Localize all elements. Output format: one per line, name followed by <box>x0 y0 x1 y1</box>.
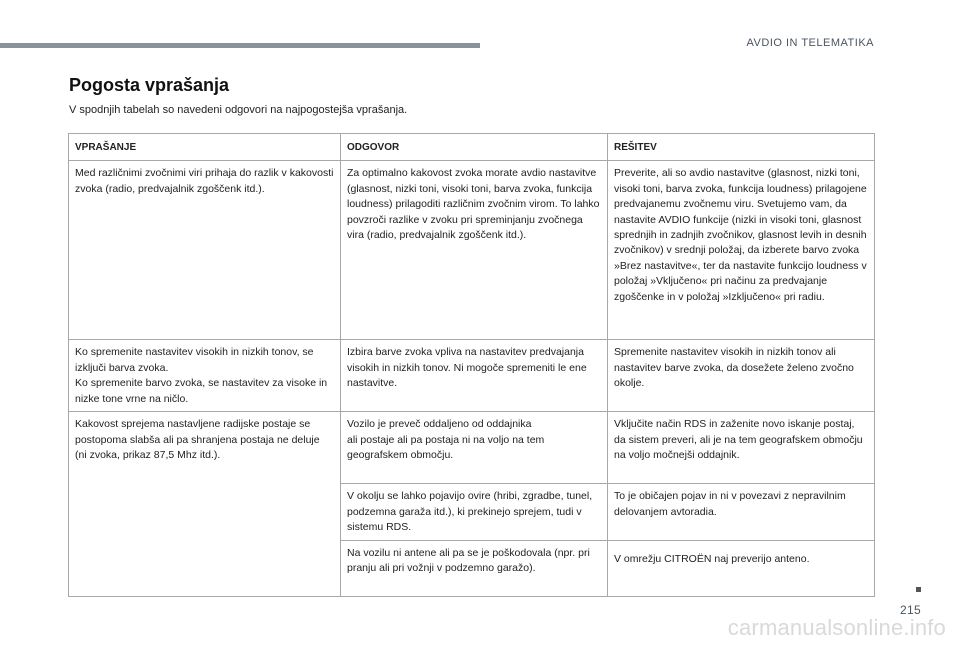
question-cell: Ko spremenite nastavitev visokih in nizkih tonov, se izključi barva zvoka. Ko spremenite barvo zvoka, se nastavitev za visoke in nizke tone vrne na ničlo. <box>69 340 341 412</box>
column-header-question: VPRAŠANJE <box>69 134 341 161</box>
solution-cell: V omrežju CITROËN naj preverijo anteno. <box>608 540 875 596</box>
question-cell: Med različnimi zvočnimi viri prihaja do razlik v kakovosti zvoka (radio, predvajalnik zgoščenk itd.). <box>69 161 341 340</box>
page-intro: V spodnjih tabelah so navedeni odgovori na najpogostejša vprašanja. <box>69 104 408 116</box>
page-number: 215 <box>900 603 921 617</box>
column-header-answer: ODGOVOR <box>341 134 608 161</box>
watermark: carmanualsonline.info <box>727 615 946 640</box>
answer-cell: Vozilo je preveč oddaljeno od oddajnika ali postaje ali pa postaja ni na voljo na tem geografskem območju. <box>341 412 608 484</box>
solution-cell: Preverite, ali so avdio nastavitve (glasnost, nizki toni, visoki toni, barva zvoka, funkcija loudness) prilagojene predvajanemu zvočnemu viru. Svetujemo vam, da nastavite AVDIO funkcije (nizki in visoki toni, glasnost sprednjih in zadnjih zvočnikov, glasnost levih in desnih zvočnikov) v srednji položaj, da izberete barvo zvoka »Brez nastavitve«, ter da nastavite funkcijo loudness v položaj »Vključeno« pri načinu za predvajanje zgoščenke in v položaj »Izključeno« pri radiu. <box>608 161 875 340</box>
table-row <box>69 161 875 340</box>
solution-cell: Spremenite nastavitev visokih in nizkih tonov ali nastavitev barve zvoka, da dosežete želeno zvočno okolje. <box>608 340 875 412</box>
solution-cell: Vključite način RDS in zaženite novo iskanje postaj, da sistem preveri, ali je na tem geografskem območju na voljo močnejši oddajnik. <box>608 412 875 484</box>
answer-cell: Izbira barve zvoka vpliva na nastavitev predvajanja visokih in nizkih tonov. Ni mogoče spremeniti le ene nastavitve. <box>341 340 608 412</box>
question-cell: Kakovost sprejema nastavljene radijske postaje se postopoma slabša ali pa shranjena postaja ne deluje (ni zvoka, prikaz 87,5 Mhz itd.). <box>69 412 341 596</box>
column-header-solution: REŠITEV <box>608 134 875 161</box>
answer-cell: Na vozilu ni antene ali pa se je poškodovala (npr. pri pranju ali pri vožnji v podzemno garažo). <box>341 540 608 596</box>
header-accent-bar <box>0 43 480 48</box>
page-title: Pogosta vprašanja <box>69 75 230 95</box>
solution-cell: To je običajen pojav in ni v povezavi z nepravilnim delovanjem avtoradia. <box>608 484 875 540</box>
table-row <box>69 412 875 484</box>
answer-cell: V okolju se lahko pojavijo ovire (hribi, zgradbe, tunel, podzemna garaža itd.), ki prekinejo sprejem, tudi v sistemu RDS. <box>341 484 608 540</box>
faq-table <box>68 133 875 597</box>
page-marker <box>916 587 921 592</box>
section-header: AVDIO IN TELEMATIKA <box>746 37 874 49</box>
table-row <box>69 340 875 412</box>
answer-cell: Za optimalno kakovost zvoka morate avdio nastavitve (glasnost, nizki toni, visoki toni, barva zvoka, funkcija loudness) prilagoditi različnim zvočnim virom. To lahko povzroči razlike v zvoku pri spreminjanju zvočnega vira (radio, predvajalnik zgoščenk itd.). <box>341 161 608 340</box>
table-header-row <box>69 134 875 161</box>
